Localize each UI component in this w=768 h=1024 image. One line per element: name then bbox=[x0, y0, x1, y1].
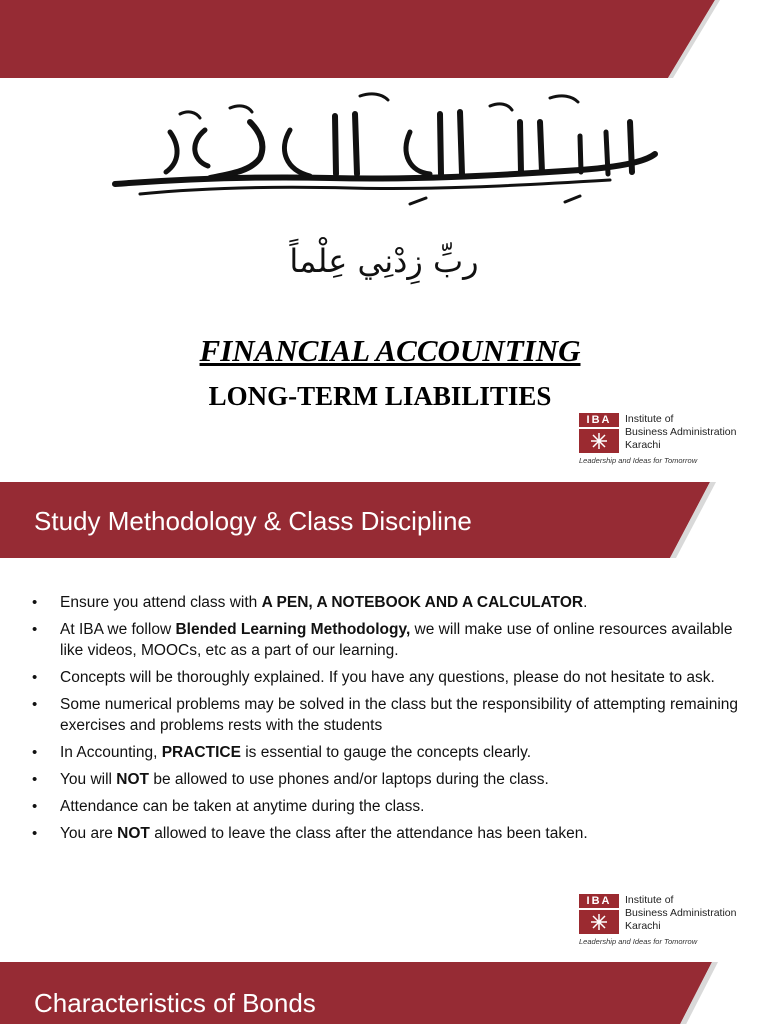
slide-study-methodology bbox=[0, 480, 768, 954]
logo-line-1: Institute of bbox=[625, 894, 674, 906]
iba-institute-name bbox=[625, 413, 736, 452]
iba-logo-text: IBA bbox=[579, 894, 619, 908]
bonds-title: Characteristics of Bonds bbox=[34, 988, 316, 1018]
logo-line-1: Institute of bbox=[625, 413, 674, 425]
iba-tagline: Leadership and Ideas for Tomorrow bbox=[579, 456, 698, 465]
slide-title bbox=[0, 0, 768, 472]
arabic-dua: ربِّ زِدْنِي عِلْماً bbox=[289, 242, 479, 280]
bullet-item: • Ensure you attend class with A PEN, A NOTEBOOK AND A CALCULATOR. bbox=[30, 592, 740, 613]
iba-emblem-icon bbox=[579, 429, 619, 453]
slide-characteristics-of-bonds bbox=[0, 962, 768, 1024]
page-subtitle: LONG-TERM LIABILITIES bbox=[208, 381, 552, 411]
logo-line-3: Karachi bbox=[625, 439, 661, 451]
bismillah-calligraphy bbox=[110, 92, 660, 222]
title-banner bbox=[0, 0, 768, 80]
logo-line-2: Business Administration bbox=[625, 907, 737, 919]
iba-institute-name bbox=[625, 894, 736, 933]
methodology-title: Study Methodology & Class Discipline bbox=[34, 506, 472, 536]
methodology-bullet-list bbox=[30, 592, 740, 850]
iba-tagline: Leadership and Ideas for Tomorrow bbox=[579, 937, 698, 946]
bullet-item: • You will NOT be allowed to use phones and/or laptops during the class. bbox=[30, 769, 740, 790]
bonds-banner bbox=[0, 962, 768, 1024]
bullet-item: • Attendance can be taken at anytime during the class. bbox=[30, 796, 740, 817]
banner-shape bbox=[0, 0, 768, 80]
bullet-item: • Concepts will be thoroughly explained. If you have any questions, please do not hesitate to ask. bbox=[30, 667, 740, 688]
bullet-item: • You are NOT allowed to leave the class after the attendance has been taken. bbox=[30, 823, 740, 844]
logo-line-3: Karachi bbox=[625, 920, 661, 932]
bullet-item: • Some numerical problems may be solved in the class but the responsibility of attempting remaining exercises and problems rests with the students bbox=[30, 694, 740, 736]
iba-logo bbox=[579, 894, 759, 950]
iba-emblem-icon bbox=[579, 910, 619, 934]
methodology-banner bbox=[0, 480, 768, 560]
iba-logo bbox=[579, 413, 759, 469]
bullet-item: • At IBA we follow Blended Learning Methodology, we will make use of online resources available like videos, MOOCs, etc as a part of our learning. bbox=[30, 619, 740, 661]
bullet-item: • In Accounting, PRACTICE is essential to gauge the concepts clearly. bbox=[30, 742, 740, 763]
logo-line-2: Business Administration bbox=[625, 426, 737, 438]
iba-logo-text: IBA bbox=[579, 413, 619, 427]
page-title: FINANCIAL ACCOUNTING bbox=[199, 333, 581, 368]
